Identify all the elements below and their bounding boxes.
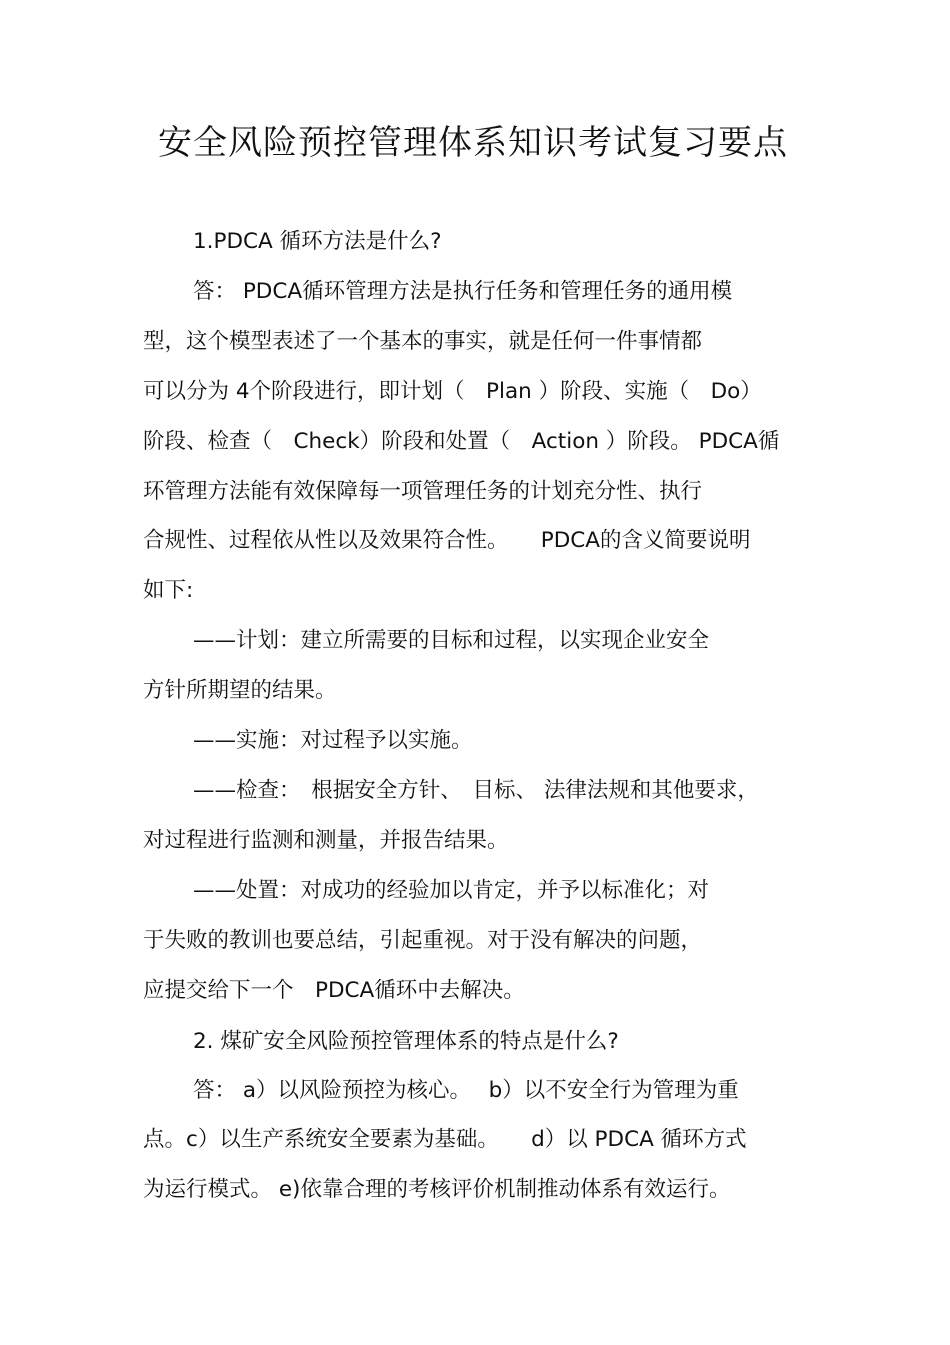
- do-item: ——实施：对过程予以实施。: [193, 728, 473, 753]
- answer-2-line: 答： a）以风险预控为核心。 b）以不安全行为管理为重: [193, 1078, 739, 1103]
- answer-1-line: 环管理方法能有效保障每一项管理任务的计划充分性、执行: [143, 479, 703, 504]
- answer-1-line: 型，这个模型表述了一个基本的事实，就是任何一件事情都: [143, 329, 703, 354]
- plan-item: ——计划：建立所需要的目标和过程，以实现企业安全: [193, 628, 710, 653]
- answer-2-line: 为运行模式。 e)依靠合理的考核评价机制推动体系有效运行。: [143, 1177, 731, 1202]
- check-item-continued: 对过程进行监测和测量，并报告结果。: [143, 828, 509, 853]
- answer-1-line: 阶段、检查（ Check）阶段和处置（ Action ）阶段。 PDCA循: [143, 429, 780, 454]
- document-title: 安全风险预控管理体系知识考试复习要点: [158, 123, 788, 163]
- action-item-continued: 于失败的教训也要总结，引起重视。对于没有解决的问题，: [143, 928, 703, 953]
- action-item: ——处置：对成功的经验加以肯定，并予以标准化；对: [193, 878, 710, 903]
- question-2-heading: 2. 煤矿安全风险预控管理体系的特点是什么?: [193, 1029, 619, 1054]
- answer-1-line: 可以分为 4个阶段进行，即计划（ Plan ）阶段、实施（ Do）: [143, 379, 762, 404]
- answer-1-line: 答： PDCA循环管理方法是执行任务和管理任务的通用模: [193, 279, 733, 304]
- answer-1-line: 如下:: [143, 578, 194, 603]
- plan-item-continued: 方针所期望的结果。: [143, 678, 337, 703]
- action-item-continued: 应提交给下一个 PDCA循环中去解决。: [143, 978, 525, 1003]
- answer-2-line: 点。c）以生产系统安全要素为基础。 d）以 PDCA 循环方式: [143, 1127, 747, 1152]
- question-1-heading: 1.PDCA 循环方法是什么?: [193, 229, 442, 254]
- answer-1-line: 合规性、过程依从性以及效果符合性。 PDCA的含义简要说明: [143, 528, 751, 553]
- check-item: ——检查： 根据安全方针、 目标、 法律法规和其他要求，: [193, 778, 759, 803]
